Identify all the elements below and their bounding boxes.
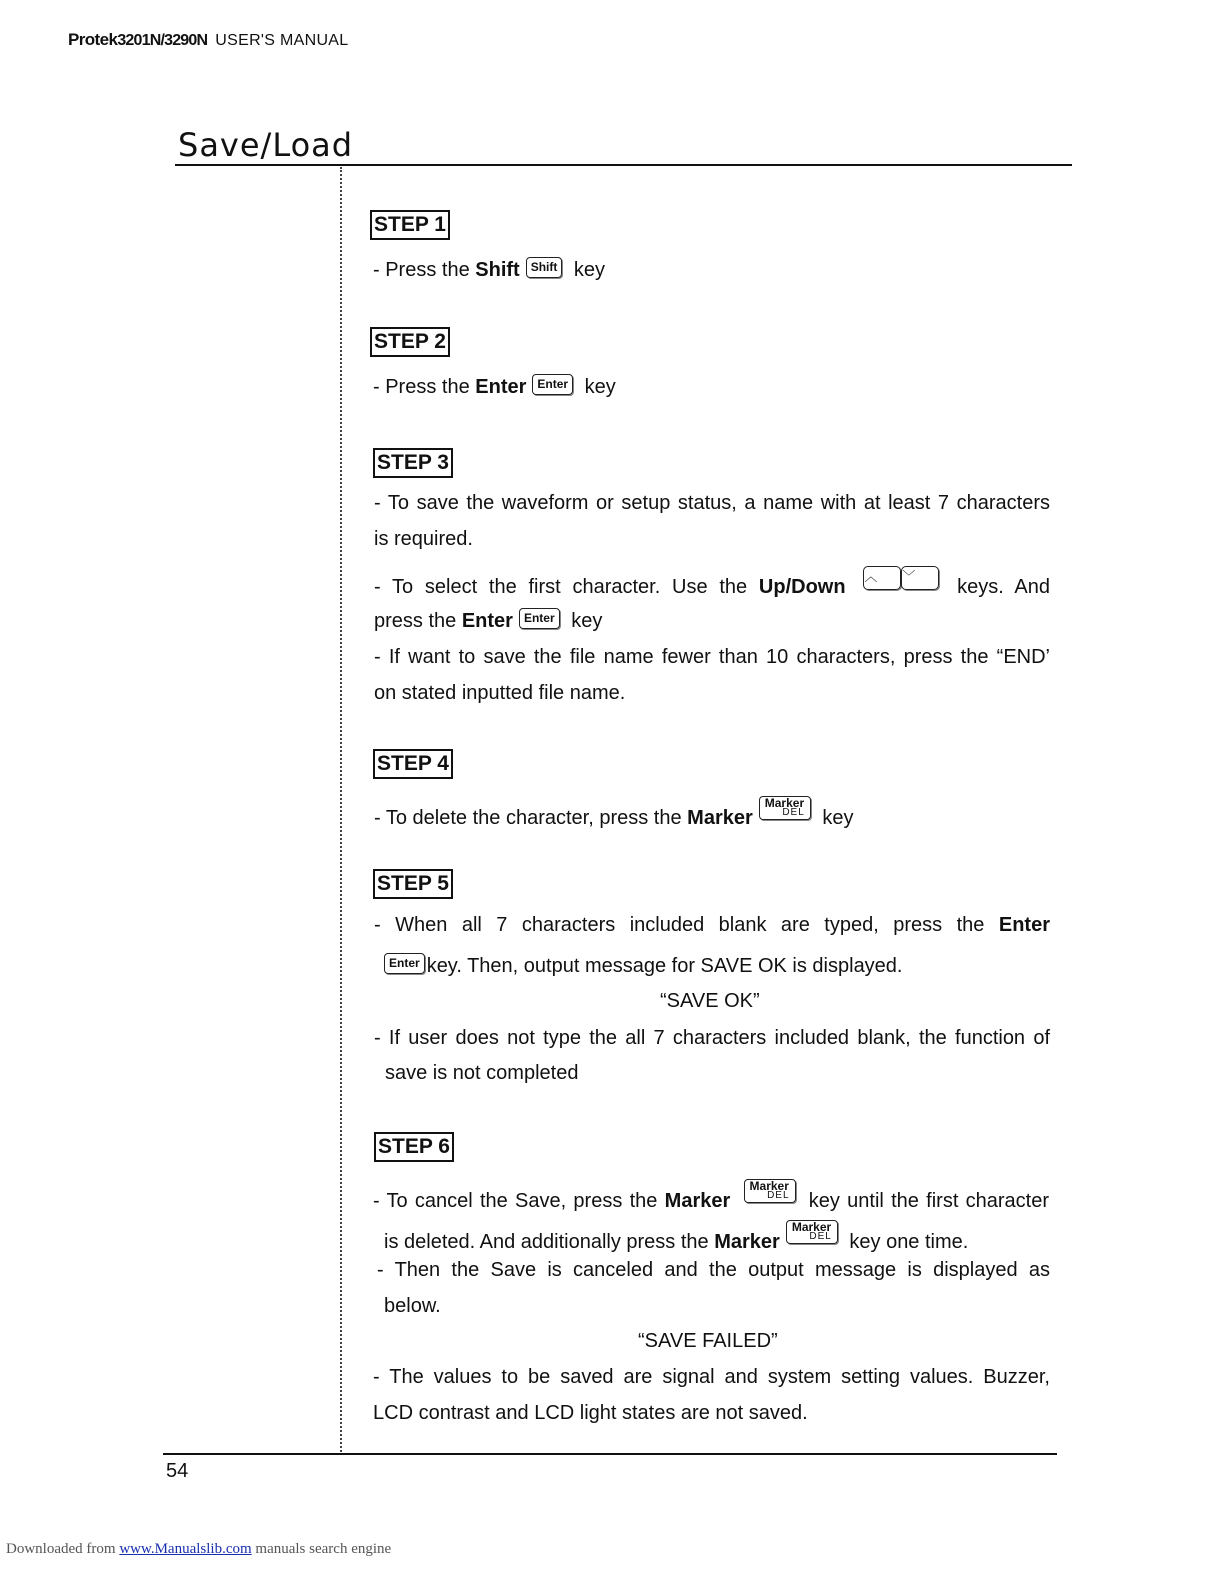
step-6-l2-pre: is deleted. And additionally press the bbox=[384, 1231, 715, 1253]
marker-del-key-icon: Marker DEL bbox=[744, 1179, 796, 1203]
up-arrow-key-icon: ︿ bbox=[863, 566, 901, 590]
step-5-label: STEP 5 bbox=[373, 869, 453, 899]
download-footer bbox=[6, 1541, 391, 1558]
step-6-bold: Marker bbox=[664, 1190, 731, 1212]
footer-suffix: manuals search engine bbox=[251, 1541, 392, 1557]
step-1-pre: - Press the bbox=[373, 259, 476, 281]
step-6-line-4: below. bbox=[384, 1295, 441, 1317]
step-6-l2-post: key one time. bbox=[843, 1231, 969, 1253]
step-3-pre: - To select the first character. Use the bbox=[374, 576, 759, 598]
step-3-line-1: - To save the waveform or setup status, a name with at least 7 characters bbox=[374, 492, 1050, 514]
step-2-post: key bbox=[579, 376, 616, 398]
step-3-l4-bold: Enter bbox=[461, 610, 513, 632]
step-1-text bbox=[373, 256, 605, 284]
step-6-label: STEP 6 bbox=[374, 1132, 454, 1162]
step-2-bold: Enter bbox=[475, 376, 527, 398]
save-ok-message: “SAVE OK” bbox=[660, 990, 760, 1012]
marker-del-key-icon: Marker DEL bbox=[786, 1220, 838, 1244]
step-4-text bbox=[374, 796, 853, 832]
page-number: 54 bbox=[166, 1460, 189, 1482]
step-2-text bbox=[373, 373, 616, 401]
step-5-post: key. Then, output message for SAVE OK is displayed. bbox=[426, 955, 903, 977]
step-6-l2-bold: Marker bbox=[714, 1231, 780, 1253]
step-3-bold: Up/Down bbox=[758, 576, 846, 598]
step-6-post: key until the first character bbox=[808, 1190, 1050, 1212]
step-6-line-6: LCD contrast and LCD light states are not saved. bbox=[373, 1402, 808, 1424]
step-2-label: STEP 2 bbox=[370, 327, 450, 357]
step-6-pre: - To cancel the Save, press the bbox=[373, 1190, 665, 1212]
step-3-line-5: - If want to save the file name fewer than 10 characters, press the “END’ bbox=[374, 646, 1050, 668]
step-1-post: key bbox=[568, 259, 606, 281]
marker-del-key-icon: Marker DEL bbox=[759, 796, 811, 820]
shift-key-icon: Shift bbox=[526, 257, 563, 278]
step-6-line-5: - The values to be saved are signal and system setting values. Buzzer, bbox=[373, 1366, 1050, 1388]
step-3-l4-pre: press the bbox=[374, 610, 462, 632]
step-1-label: STEP 1 bbox=[370, 210, 450, 240]
footer-divider bbox=[163, 1453, 1057, 1455]
step-5-line-4: save is not completed bbox=[385, 1062, 579, 1084]
step-4-bold: Marker bbox=[687, 807, 753, 829]
running-header bbox=[68, 30, 348, 50]
step-4-label: STEP 4 bbox=[373, 749, 453, 779]
enter-key-icon: Enter bbox=[384, 953, 425, 974]
step-6-line-2 bbox=[384, 1220, 968, 1256]
manual-label: USER'S MANUAL bbox=[215, 32, 349, 49]
step-3-label: STEP 3 bbox=[373, 448, 453, 478]
dotted-vertical-divider bbox=[340, 167, 342, 1452]
step-3-post: keys. And bbox=[957, 576, 1051, 598]
step-3-line-6: on stated inputted file name. bbox=[374, 682, 626, 704]
enter-key-icon: Enter bbox=[519, 608, 560, 629]
step-5-line-3: - If user does not type the all 7 characters included blank, the function of bbox=[374, 1027, 1050, 1049]
step-5-pre: - When all 7 characters included blank are typed, press the bbox=[374, 914, 999, 936]
step-6-line-1 bbox=[373, 1179, 1049, 1215]
step-3-line-4 bbox=[374, 607, 602, 635]
step-3-l4-post: key bbox=[565, 610, 603, 632]
step-3-line-2: is required. bbox=[374, 528, 473, 550]
brand-name: Protek bbox=[68, 30, 118, 49]
title-divider bbox=[175, 164, 1072, 166]
step-3-line-3 bbox=[374, 566, 1050, 601]
footer-prefix: Downloaded from bbox=[6, 1541, 120, 1557]
enter-key-icon: Enter bbox=[532, 374, 573, 395]
step-5-line-2 bbox=[380, 952, 903, 980]
step-6-line-3: - Then the Save is canceled and the output message is displayed as bbox=[377, 1259, 1050, 1281]
page-title: Save/Load bbox=[178, 126, 354, 164]
step-4-pre: - To delete the character, press the bbox=[374, 807, 688, 829]
up-down-keys bbox=[863, 566, 939, 601]
save-failed-message: “SAVE FAILED” bbox=[638, 1330, 778, 1352]
step-5-line-1 bbox=[374, 911, 1050, 939]
model-number: 3201N/3290N bbox=[117, 32, 208, 49]
step-2-pre: - Press the bbox=[373, 376, 476, 398]
step-4-post: key bbox=[816, 807, 854, 829]
step-5-bold: Enter bbox=[998, 914, 1050, 936]
manualslib-link[interactable]: www.Manualslib.com bbox=[119, 1541, 252, 1557]
step-1-bold: Shift bbox=[475, 259, 520, 281]
down-arrow-key-icon: ﹀ bbox=[901, 566, 939, 590]
